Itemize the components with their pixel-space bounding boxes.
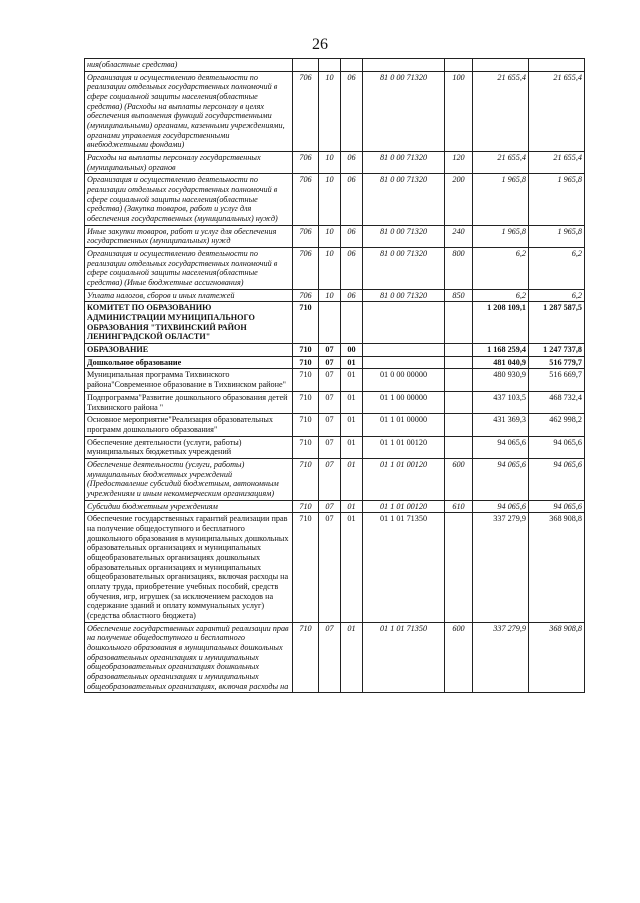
cell-section-code: 07 bbox=[319, 391, 341, 413]
cell-department-code: 706 bbox=[293, 174, 319, 225]
cell-amount-year-2: 1 965,8 bbox=[529, 174, 585, 225]
cell-department-code: 706 bbox=[293, 248, 319, 290]
cell-section-code: 07 bbox=[319, 414, 341, 436]
cell-name: Основное мероприятие"Реализация образовательных программ дошкольного образования" bbox=[85, 414, 293, 436]
cell-subsection-code: 06 bbox=[341, 152, 363, 174]
cell-amount-year-2: 1 287 587,5 bbox=[529, 302, 585, 344]
cell-subsection-code: 06 bbox=[341, 225, 363, 247]
cell-section-code bbox=[319, 302, 341, 344]
cell-expense-type-code bbox=[445, 59, 473, 72]
cell-expense-type-code: 100 bbox=[445, 71, 473, 151]
cell-target-article-code: 81 0 00 71320 bbox=[363, 289, 445, 302]
cell-amount-year-2: 462 998,2 bbox=[529, 414, 585, 436]
cell-name: Подпрограмма"Развитие дошкольного образования детей Тихвинского района " bbox=[85, 391, 293, 413]
cell-section-code: 07 bbox=[319, 344, 341, 357]
cell-subsection-code: 01 bbox=[341, 500, 363, 513]
cell-section-code: 07 bbox=[319, 622, 341, 693]
cell-amount-year-1: 1 168 259,4 bbox=[473, 344, 529, 357]
cell-target-article-code bbox=[363, 302, 445, 344]
cell-section-code: 10 bbox=[319, 248, 341, 290]
cell-subsection-code: 01 bbox=[341, 356, 363, 369]
cell-target-article-code: 01 1 01 71350 bbox=[363, 513, 445, 622]
cell-department-code: 710 bbox=[293, 302, 319, 344]
budget-table bbox=[84, 58, 585, 693]
cell-department-code: 706 bbox=[293, 289, 319, 302]
table-row bbox=[85, 622, 585, 693]
cell-amount-year-1: 480 930,9 bbox=[473, 369, 529, 391]
table-row bbox=[85, 289, 585, 302]
cell-amount-year-2: 1 965,8 bbox=[529, 225, 585, 247]
cell-amount-year-1 bbox=[473, 59, 529, 72]
cell-amount-year-1: 21 655,4 bbox=[473, 152, 529, 174]
cell-department-code: 706 bbox=[293, 225, 319, 247]
cell-section-code: 07 bbox=[319, 436, 341, 458]
cell-amount-year-2: 6,2 bbox=[529, 248, 585, 290]
cell-subsection-code: 06 bbox=[341, 71, 363, 151]
cell-target-article-code: 81 0 00 71320 bbox=[363, 152, 445, 174]
cell-target-article-code: 81 0 00 71320 bbox=[363, 71, 445, 151]
cell-name: ОБРАЗОВАНИЕ bbox=[85, 344, 293, 357]
cell-department-code: 710 bbox=[293, 414, 319, 436]
cell-expense-type-code: 240 bbox=[445, 225, 473, 247]
cell-expense-type-code: 200 bbox=[445, 174, 473, 225]
cell-expense-type-code bbox=[445, 344, 473, 357]
cell-amount-year-1: 337 279,9 bbox=[473, 513, 529, 622]
cell-amount-year-1: 1 965,8 bbox=[473, 174, 529, 225]
cell-name: Муниципальная программа Тихвинского района"Современное образование в Тихвинском районе" bbox=[85, 369, 293, 391]
cell-section-code: 07 bbox=[319, 369, 341, 391]
page-number: 26 bbox=[312, 36, 328, 53]
cell-amount-year-2: 6,2 bbox=[529, 289, 585, 302]
cell-target-article-code: 01 1 01 00000 bbox=[363, 414, 445, 436]
cell-subsection-code: 01 bbox=[341, 436, 363, 458]
cell-target-article-code: 01 1 00 00000 bbox=[363, 391, 445, 413]
cell-subsection-code: 00 bbox=[341, 344, 363, 357]
cell-amount-year-2: 94 065,6 bbox=[529, 436, 585, 458]
cell-section-code: 10 bbox=[319, 289, 341, 302]
table-row bbox=[85, 152, 585, 174]
cell-amount-year-1: 6,2 bbox=[473, 289, 529, 302]
cell-subsection-code: 01 bbox=[341, 513, 363, 622]
cell-department-code: 710 bbox=[293, 436, 319, 458]
cell-amount-year-2: 94 065,6 bbox=[529, 500, 585, 513]
cell-section-code: 07 bbox=[319, 513, 341, 622]
cell-section-code: 10 bbox=[319, 174, 341, 225]
cell-expense-type-code bbox=[445, 414, 473, 436]
cell-target-article-code: 01 1 01 71350 bbox=[363, 622, 445, 693]
cell-subsection-code: 01 bbox=[341, 414, 363, 436]
cell-subsection-code: 06 bbox=[341, 174, 363, 225]
cell-amount-year-1: 94 065,6 bbox=[473, 500, 529, 513]
table-row bbox=[85, 513, 585, 622]
table-row bbox=[85, 248, 585, 290]
table-row bbox=[85, 344, 585, 357]
cell-department-code: 710 bbox=[293, 622, 319, 693]
cell-target-article-code: 01 1 01 00120 bbox=[363, 436, 445, 458]
cell-department-code: 710 bbox=[293, 513, 319, 622]
cell-department-code: 706 bbox=[293, 152, 319, 174]
cell-name: Дошкольное образование bbox=[85, 356, 293, 369]
cell-amount-year-1: 94 065,6 bbox=[473, 436, 529, 458]
table-row bbox=[85, 174, 585, 225]
cell-department-code: 710 bbox=[293, 391, 319, 413]
table-row bbox=[85, 436, 585, 458]
cell-amount-year-1: 437 103,5 bbox=[473, 391, 529, 413]
cell-expense-type-code: 120 bbox=[445, 152, 473, 174]
cell-department-code: 710 bbox=[293, 356, 319, 369]
cell-target-article-code bbox=[363, 356, 445, 369]
cell-name: Обеспечение государственных гарантий реализации прав на получение общедоступного и бесплатного дошкольного образования в муниципальных дошкольных образовательных организациях и муниципальных общеобразовательных организациях дошкольных образовательных организациях и муниципальных общеобразовательных организациях, включая расходы на оплату труда, приобретение учебных пособий, средств обучения, игр, игрушек (за исключением расходов на содержание зданий и оплату коммунальных услуг)(средства областного бюджета) bbox=[85, 513, 293, 622]
cell-amount-year-1: 21 655,4 bbox=[473, 71, 529, 151]
cell-expense-type-code bbox=[445, 369, 473, 391]
cell-expense-type-code: 600 bbox=[445, 458, 473, 500]
cell-amount-year-1: 6,2 bbox=[473, 248, 529, 290]
cell-subsection-code: 01 bbox=[341, 458, 363, 500]
cell-target-article-code bbox=[363, 344, 445, 357]
cell-name: Обеспечение деятельности (услуги, работы) муниципальных бюджетных учреждений bbox=[85, 436, 293, 458]
cell-section-code: 10 bbox=[319, 152, 341, 174]
cell-name: Организация и осуществлению деятельности по реализации отдельных государственных полномочий в сфере социальной защиты населения(областные средства) (Закупка товаров, работ и услуг для обеспечения государственных (муниципальных) нужд) bbox=[85, 174, 293, 225]
cell-subsection-code: 01 bbox=[341, 391, 363, 413]
cell-amount-year-2: 21 655,4 bbox=[529, 152, 585, 174]
cell-expense-type-code bbox=[445, 391, 473, 413]
cell-section-code: 07 bbox=[319, 458, 341, 500]
cell-target-article-code: 81 0 00 71320 bbox=[363, 174, 445, 225]
cell-amount-year-2 bbox=[529, 59, 585, 72]
cell-name: Расходы на выплаты персоналу государственных (муниципальных) органов bbox=[85, 152, 293, 174]
cell-amount-year-2: 516 669,7 bbox=[529, 369, 585, 391]
cell-amount-year-1: 1 965,8 bbox=[473, 225, 529, 247]
cell-expense-type-code bbox=[445, 356, 473, 369]
table-row bbox=[85, 59, 585, 72]
cell-department-code bbox=[293, 59, 319, 72]
cell-amount-year-2: 94 065,6 bbox=[529, 458, 585, 500]
table-row bbox=[85, 369, 585, 391]
cell-target-article-code: 01 1 01 00120 bbox=[363, 500, 445, 513]
table-row bbox=[85, 302, 585, 344]
cell-name: Субсидии бюджетным учреждениям bbox=[85, 500, 293, 513]
cell-expense-type-code: 800 bbox=[445, 248, 473, 290]
cell-section-code bbox=[319, 59, 341, 72]
cell-target-article-code bbox=[363, 59, 445, 72]
table-row bbox=[85, 225, 585, 247]
table-row bbox=[85, 414, 585, 436]
cell-expense-type-code bbox=[445, 513, 473, 622]
cell-amount-year-1: 337 279,9 bbox=[473, 622, 529, 693]
cell-section-code: 07 bbox=[319, 500, 341, 513]
cell-amount-year-1: 94 065,6 bbox=[473, 458, 529, 500]
cell-amount-year-2: 468 732,4 bbox=[529, 391, 585, 413]
cell-section-code: 07 bbox=[319, 356, 341, 369]
cell-subsection-code bbox=[341, 59, 363, 72]
cell-expense-type-code: 850 bbox=[445, 289, 473, 302]
cell-section-code: 10 bbox=[319, 225, 341, 247]
cell-amount-year-1: 431 369,3 bbox=[473, 414, 529, 436]
table-row bbox=[85, 71, 585, 151]
cell-expense-type-code: 610 bbox=[445, 500, 473, 513]
cell-name: Обеспечение деятельности (услуги, работы) муниципальных бюджетных учреждений (Предоставление субсидий бюджетным, автономным учреждениям и иным некоммерческим организациям) bbox=[85, 458, 293, 500]
cell-amount-year-2: 368 908,8 bbox=[529, 622, 585, 693]
cell-target-article-code: 81 0 00 71320 bbox=[363, 225, 445, 247]
cell-target-article-code: 81 0 00 71320 bbox=[363, 248, 445, 290]
cell-subsection-code: 01 bbox=[341, 622, 363, 693]
table-row bbox=[85, 500, 585, 513]
cell-department-code: 710 bbox=[293, 458, 319, 500]
cell-expense-type-code: 600 bbox=[445, 622, 473, 693]
cell-expense-type-code bbox=[445, 436, 473, 458]
cell-amount-year-1: 481 040,9 bbox=[473, 356, 529, 369]
cell-department-code: 706 bbox=[293, 71, 319, 151]
cell-amount-year-2: 368 908,8 bbox=[529, 513, 585, 622]
cell-amount-year-2: 21 655,4 bbox=[529, 71, 585, 151]
cell-subsection-code: 01 bbox=[341, 369, 363, 391]
cell-name: Организация и осуществлению деятельности по реализации отдельных государственных полномочий в сфере социальной защиты населения(областные средства) (Иные бюджетные ассигнования) bbox=[85, 248, 293, 290]
budget-table-body bbox=[85, 59, 585, 693]
cell-department-code: 710 bbox=[293, 500, 319, 513]
cell-expense-type-code bbox=[445, 302, 473, 344]
table-row bbox=[85, 458, 585, 500]
table-row bbox=[85, 391, 585, 413]
cell-amount-year-1: 1 208 109,1 bbox=[473, 302, 529, 344]
cell-department-code: 710 bbox=[293, 369, 319, 391]
table-row bbox=[85, 356, 585, 369]
cell-name: Организация и осуществлению деятельности по реализации отдельных государственных полномочий в сфере социальной защиты населения(областные средства) (Расходы на выплаты персоналу в целях обеспечения выполнения функций государственными (муниципальными) органами, казенными учреждениями, органами управления государственными внебюджетными фондами) bbox=[85, 71, 293, 151]
cell-target-article-code: 01 0 00 00000 bbox=[363, 369, 445, 391]
cell-target-article-code: 01 1 01 00120 bbox=[363, 458, 445, 500]
cell-amount-year-2: 1 247 737,8 bbox=[529, 344, 585, 357]
cell-department-code: 710 bbox=[293, 344, 319, 357]
cell-amount-year-2: 516 779,7 bbox=[529, 356, 585, 369]
cell-subsection-code: 06 bbox=[341, 289, 363, 302]
cell-name: Обеспечение государственных гарантий реализации прав на получение общедоступного и бесплатного дошкольного образования в муниципальных дошкольных образовательных организациях и муниципальных общеобразовательных организациях дошкольных образовательных организациях и муниципальных общеобразовательных организациях, включая расходы на bbox=[85, 622, 293, 693]
cell-name: Уплата налогов, сборов и иных платежей bbox=[85, 289, 293, 302]
cell-subsection-code: 06 bbox=[341, 248, 363, 290]
cell-name: КОМИТЕТ ПО ОБРАЗОВАНИЮ АДМИНИСТРАЦИИ МУНИЦИПАЛЬНОГО ОБРАЗОВАНИЯ "ТИХВИНСКИЙ РАЙОН ЛЕНИНГРАДСКОЙ ОБЛАСТИ" bbox=[85, 302, 293, 344]
cell-subsection-code bbox=[341, 302, 363, 344]
cell-section-code: 10 bbox=[319, 71, 341, 151]
cell-name: Иные закупки товаров, работ и услуг для обеспечения государственных (муниципальных) нужд bbox=[85, 225, 293, 247]
cell-name: ния(областные средства) bbox=[85, 59, 293, 72]
